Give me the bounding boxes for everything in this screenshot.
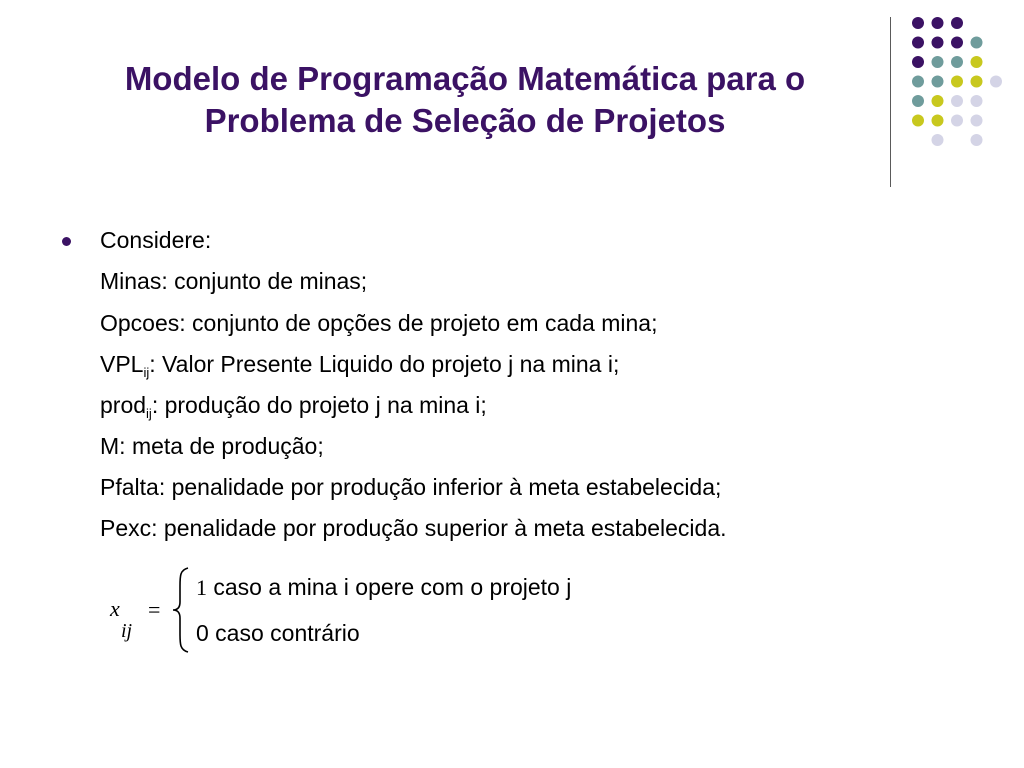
decorative-dot-grid	[0, 0, 1024, 200]
decorative-dot	[990, 76, 1002, 88]
vpl-symbol: VPL	[100, 351, 144, 377]
decorative-dot	[932, 56, 944, 68]
decorative-dot	[971, 115, 983, 127]
pfalta-definition: Pfalta: penalidade por produção inferior à meta estabelecida;	[100, 474, 722, 500]
case-1-text: caso a mina i opere com o projeto j	[207, 574, 572, 600]
prod-text: : produção do projeto j na mina i;	[151, 392, 487, 418]
formula-equals: =	[148, 597, 161, 622]
decorative-dot	[932, 115, 944, 127]
formula-case-1	[196, 574, 571, 601]
decorative-dot	[912, 37, 924, 49]
decorative-dot	[971, 134, 983, 146]
opcoes-definition: Opcoes: conjunto de opções de projeto em cada mina;	[100, 310, 658, 336]
meta-definition: M: meta de produção;	[100, 433, 324, 459]
decorative-dot	[912, 115, 924, 127]
prod-definition	[100, 391, 487, 419]
decorative-dot	[971, 56, 983, 68]
decorative-dot	[932, 37, 944, 49]
vpl-text: : Valor Presente Liquido do projeto j na mina i;	[149, 351, 620, 377]
decorative-dot	[951, 56, 963, 68]
decorative-dot	[971, 95, 983, 107]
title-line-1: Modelo de Programação Matemática para o	[124, 60, 806, 97]
case-1-value: 1	[196, 575, 207, 600]
decorative-dot	[932, 17, 944, 29]
decorative-dot	[912, 17, 924, 29]
decorative-dot	[971, 37, 983, 49]
decorative-dot	[932, 134, 944, 146]
decorative-dot	[932, 76, 944, 88]
pexc-definition: Pexc: penalidade por produção superior à meta estabelecida.	[100, 515, 727, 541]
prod-subscript: ij	[146, 406, 152, 421]
considere-line: Considere:	[100, 227, 212, 253]
prod-symbol: prod	[100, 392, 147, 418]
decorative-dot	[912, 95, 924, 107]
title-divider-line	[890, 17, 891, 187]
bullet-dot	[62, 237, 71, 246]
formula-variable: x	[110, 596, 120, 621]
decorative-dot	[951, 76, 963, 88]
decorative-dot	[912, 56, 924, 68]
decorative-dot	[951, 115, 963, 127]
formula-brace	[170, 566, 192, 654]
title-line-2: Problema de Seleção de Projetos	[204, 102, 726, 139]
decorative-dot	[932, 95, 944, 107]
decorative-dot	[951, 37, 963, 49]
decorative-dot	[951, 95, 963, 107]
minas-definition: Minas: conjunto de minas;	[100, 268, 368, 294]
decorative-dot	[912, 76, 924, 88]
vpl-definition	[100, 350, 619, 378]
vpl-subscript: ij	[143, 365, 150, 380]
formula-variable-subscript: ij	[121, 620, 133, 642]
formula-case-2: 0 caso contrário	[196, 620, 360, 646]
decorative-dot	[951, 17, 963, 29]
decorative-dot	[971, 76, 983, 88]
